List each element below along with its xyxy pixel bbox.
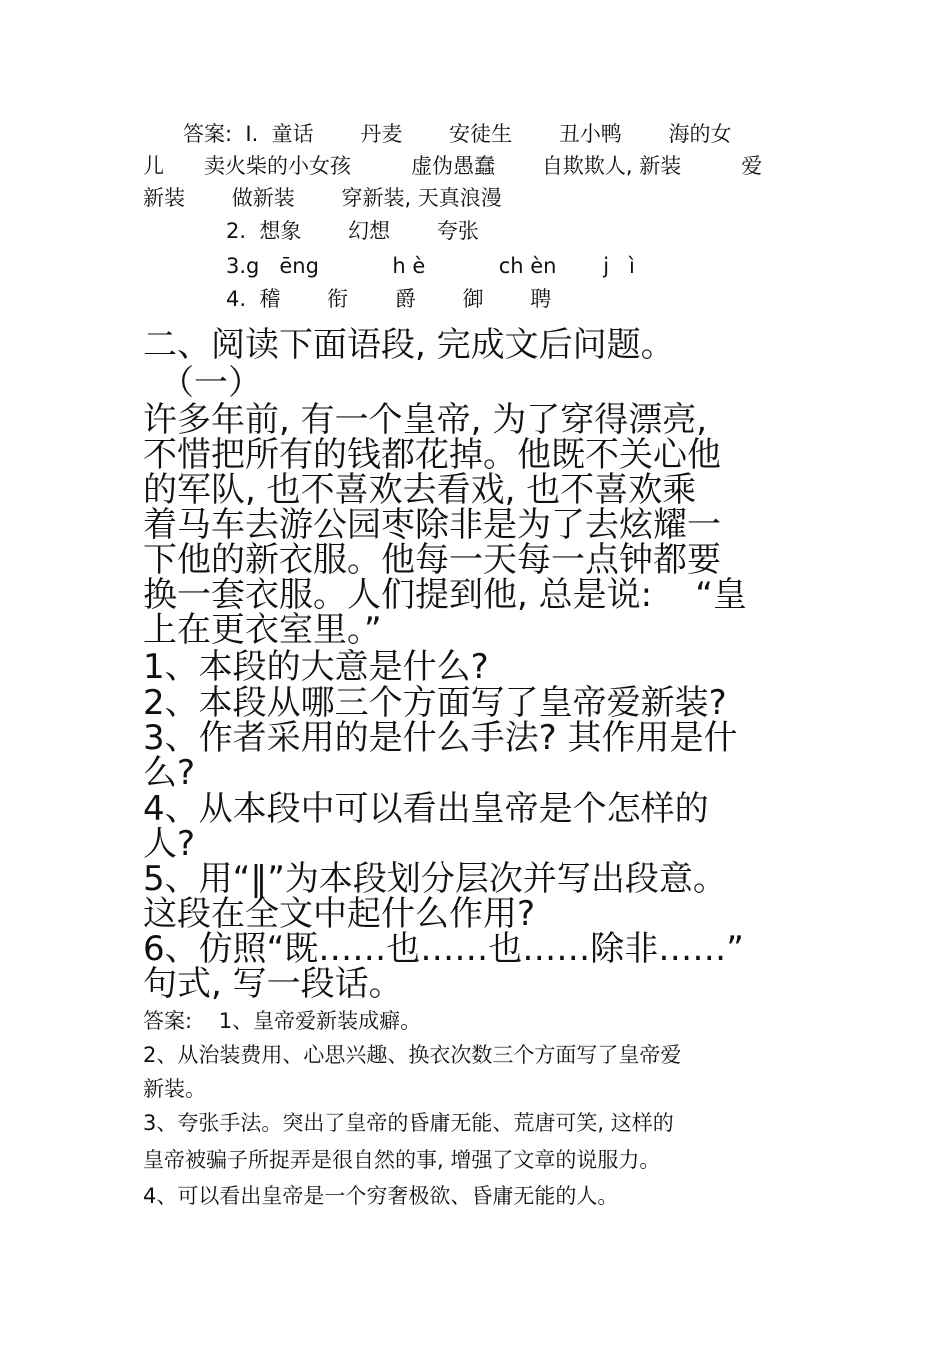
question-line: 6、仿照“既……也……也……除非……” [143, 929, 744, 969]
section-heading: 二、阅读下面语段, 完成文后问题。 [143, 325, 675, 365]
passage-line: 许多年前, 有一个皇帝, 为了穿得漂亮, [143, 400, 708, 440]
passage-line: 换一套衣服。人们提到他, 总是说: “皇 [143, 575, 747, 615]
answer2-line: 4、可以看出皇帝是一个穷奢极欲、昏庸无能的人。 [143, 1184, 619, 1208]
question-line: 2、本段从哪三个方面写了皇帝爱新装? [143, 683, 727, 723]
answer2-line: 2、从治装费用、心思兴趣、换衣次数三个方面写了皇帝爱 [143, 1043, 682, 1067]
question-line: 么? [143, 753, 196, 793]
answer-item-2: 2. 想象 幻想 夸张 [226, 219, 479, 243]
question-line: 3、作者采用的是什么手法? 其作用是什 [143, 718, 738, 758]
answer2-line: 答案: 1、皇帝爱新装成癖。 [143, 1009, 422, 1033]
answer2-line: 皇帝被骗子所捉弄是很自然的事, 增强了文章的说服力。 [143, 1148, 661, 1172]
passage-line: 不惜把所有的钱都花掉。他既不关心他 [143, 435, 721, 475]
section-subheading: （一） [160, 363, 262, 403]
passage-line: 的军队, 也不喜欢去看戏, 也不喜欢乘 [143, 470, 697, 510]
question-line: 人? [143, 824, 196, 864]
question-line: 1、本段的大意是什么? [143, 647, 489, 687]
answer-line-3: 新装 做新装 穿新装, 天真浪漫 [143, 186, 502, 210]
answer-line-1: 答案: I. 童话 丹麦 安徒生 丑小鸭 海的女 [183, 122, 732, 146]
passage-line: 上在更衣室里。” [143, 610, 382, 650]
answer-item-4: 4. 稽 衔 爵 御 聘 [226, 287, 552, 311]
answer-line-2: 儿 卖火柴的小女孩 虚伪愚蠢 自欺欺人, 新装 爱 [143, 154, 763, 178]
passage-line: 着马车去游公园枣除非是为了去炫耀一 [143, 505, 721, 545]
answer-item-3: 3.g ēng h è ch èn j ì [226, 254, 635, 278]
question-line: 句式, 写一段话。 [143, 964, 403, 1004]
question-line: 5、用“‖”为本段划分层次并写出段意。 [143, 859, 727, 899]
passage-line: 下他的新衣服。他每一天每一点钟都要 [143, 540, 721, 580]
answer2-line: 新装。 [143, 1077, 206, 1101]
question-line: 这段在全文中起什么作用? [143, 894, 536, 934]
answer2-line: 3、夸张手法。突出了皇帝的昏庸无能、荒唐可笑, 这样的 [143, 1111, 674, 1135]
question-line: 4、从本段中可以看出皇帝是个怎样的 [143, 789, 709, 829]
